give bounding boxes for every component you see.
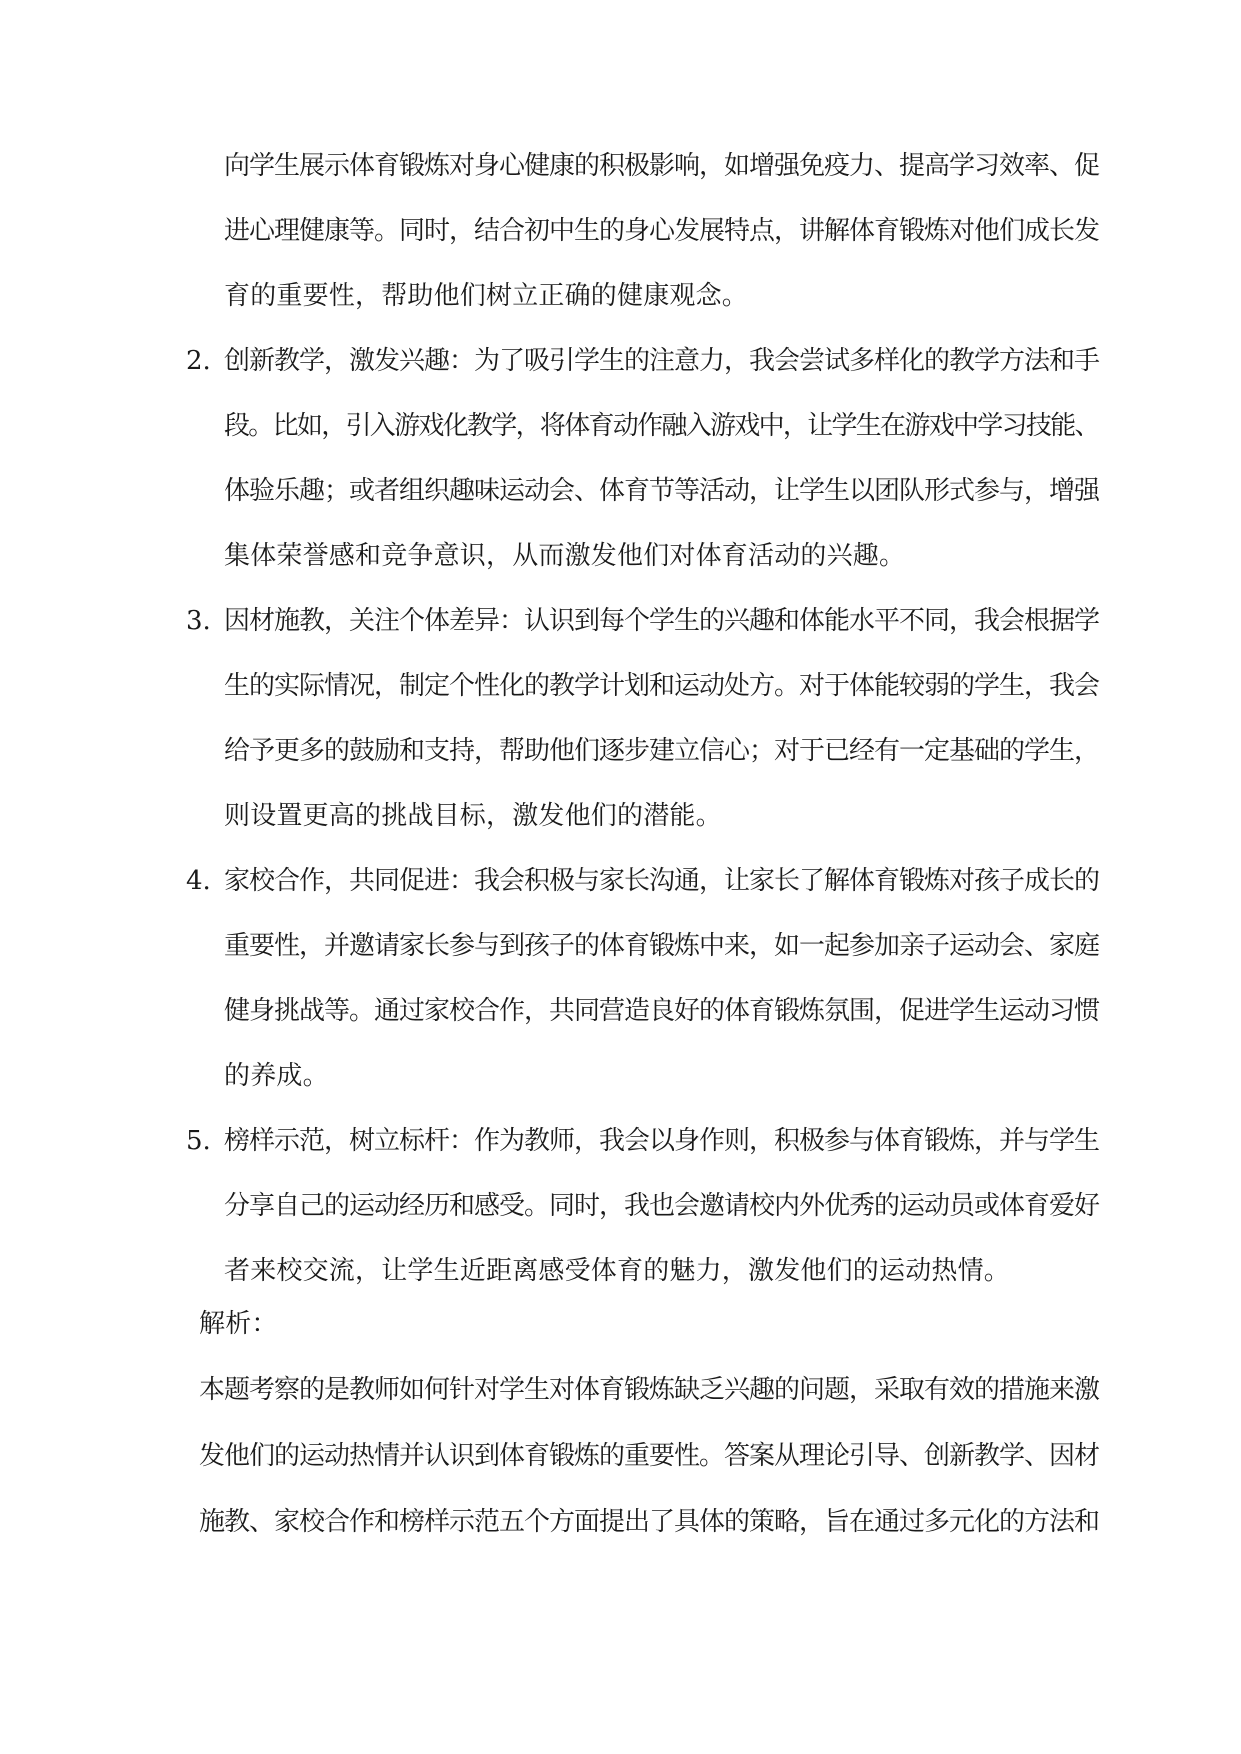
list-item-number: 4. bbox=[186, 866, 211, 896]
list-item-number: 3. bbox=[186, 606, 211, 636]
list-item-line: 生的实际情况，制定个性化的教学计划和运动处方。对于体能较弱的学生，我会 bbox=[224, 671, 1100, 701]
list-item-line: 者来校交流，让学生近距离感受体育的魅力，激发他们的运动热情。 bbox=[224, 1256, 1011, 1286]
list-item-number: 5. bbox=[186, 1126, 211, 1156]
analysis-line: 施教、家校合作和榜样示范五个方面提出了具体的策略，旨在通过多元化的方法和 bbox=[199, 1507, 1100, 1537]
analysis-line: 发他们的运动热情并认识到体育锻炼的重要性。答案从理论引导、创新教学、因材 bbox=[199, 1441, 1100, 1471]
list-item-line: 的养成。 bbox=[224, 1061, 329, 1091]
item-1-line: 向学生展示体育锻炼对身心健康的积极影响，如增强免疫力、提高学习效率、促 bbox=[224, 151, 1100, 181]
list-item-line: 给予更多的鼓励和支持，帮助他们逐步建立信心；对于已经有一定基础的学生， bbox=[224, 736, 1100, 766]
list-item-line: 则设置更高的挑战目标，激发他们的潜能。 bbox=[224, 801, 722, 831]
item-1-line: 育的重要性，帮助他们树立正确的健康观念。 bbox=[224, 281, 749, 311]
list-item-line: 榜样示范，树立标杆：作为教师，我会以身作则，积极参与体育锻炼，并与学生 bbox=[224, 1126, 1100, 1156]
list-item-line: 健身挑战等。通过家校合作，共同营造良好的体育锻炼氛围，促进学生运动习惯 bbox=[224, 996, 1100, 1026]
list-item-line: 体验乐趣；或者组织趣味运动会、体育节等活动，让学生以团队形式参与，增强 bbox=[224, 476, 1100, 506]
item-1-line: 进心理健康等。同时，结合初中生的身心发展特点，讲解体育锻炼对他们成长发 bbox=[224, 216, 1100, 246]
list-item-line: 重要性，并邀请家长参与到孩子的体育锻炼中来，如一起参加亲子运动会、家庭 bbox=[224, 931, 1100, 961]
list-item-line: 集体荣誉感和竞争意识，从而激发他们对体育活动的兴趣。 bbox=[224, 541, 906, 571]
list-item-line: 段。比如，引入游戏化教学，将体育动作融入游戏中，让学生在游戏中学习技能、 bbox=[224, 411, 1099, 441]
list-item-line: 家校合作，共同促进：我会积极与家长沟通，让家长了解体育锻炼对孩子成长的 bbox=[224, 866, 1100, 896]
list-item-line: 因材施教，关注个体差异：认识到每个学生的兴趣和体能水平不同，我会根据学 bbox=[224, 606, 1100, 636]
list-item-line: 创新教学，激发兴趣：为了吸引学生的注意力，我会尝试多样化的教学方法和手 bbox=[224, 346, 1100, 376]
list-item-number: 2. bbox=[186, 346, 211, 376]
analysis-label: 解析： bbox=[199, 1309, 278, 1339]
list-item-line: 分享自己的运动经历和感受。同时，我也会邀请校内外优秀的运动员或体育爱好 bbox=[224, 1191, 1100, 1221]
analysis-line: 本题考察的是教师如何针对学生对体育锻炼缺乏兴趣的问题，采取有效的措施来激 bbox=[199, 1375, 1100, 1405]
